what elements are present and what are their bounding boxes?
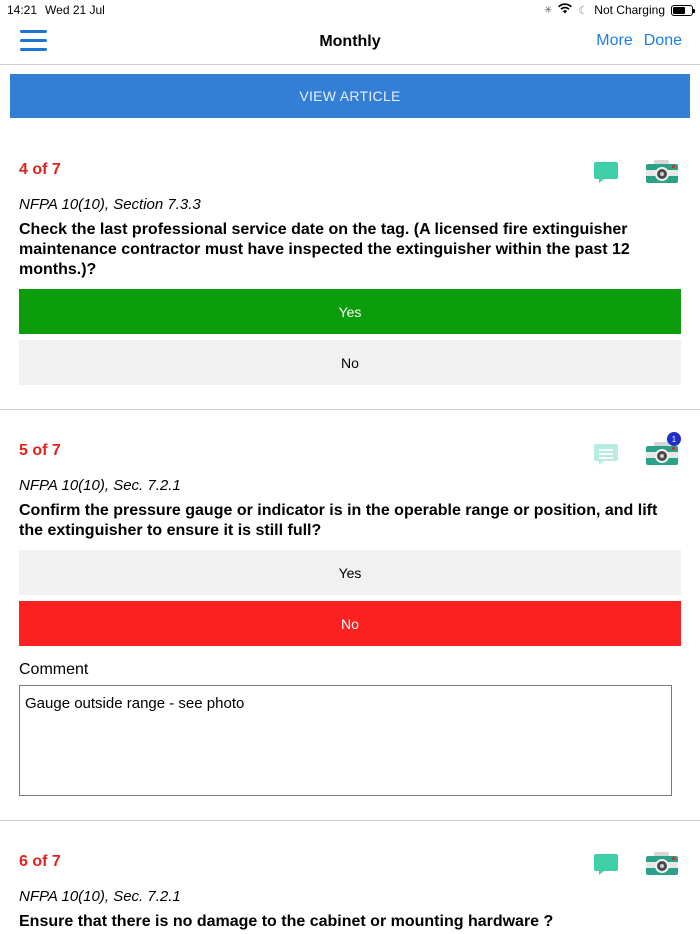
no-button[interactable]: No xyxy=(19,601,681,646)
status-time: 14:21 xyxy=(7,3,38,17)
wifi-icon xyxy=(558,3,572,17)
comment-icon[interactable] xyxy=(594,852,618,876)
page-title: Monthly xyxy=(319,33,381,50)
done-button[interactable]: Done xyxy=(643,32,682,49)
moon-icon: ☾ xyxy=(578,4,589,17)
question-count: 4 of 7 xyxy=(19,161,61,178)
divider xyxy=(0,409,700,410)
nav-actions xyxy=(596,32,682,50)
comment-icon[interactable] xyxy=(594,442,618,466)
more-button[interactable]: More xyxy=(596,32,633,49)
comment-icon[interactable] xyxy=(594,160,618,184)
question-text: Check the last professional service date on the tag. (A licensed fire extinguisher maintenance contractor must have inspected the extinguisher within the past 12 months.)? xyxy=(19,221,630,278)
question-count: 5 of 7 xyxy=(19,442,61,459)
photo-count-badge: 1 xyxy=(667,432,681,446)
comment-label: Comment xyxy=(19,661,89,678)
camera-icon[interactable] xyxy=(646,852,678,876)
status-bar xyxy=(0,0,700,20)
view-article-button[interactable]: VIEW ARTICLE xyxy=(10,74,690,118)
divider xyxy=(0,820,700,821)
activity-icon: ✳ xyxy=(544,4,553,16)
question-actions xyxy=(594,434,678,466)
battery-icon xyxy=(671,5,693,16)
camera-icon[interactable] xyxy=(646,434,678,466)
comment-field[interactable] xyxy=(19,685,672,796)
question-text: Ensure that there is no damage to the cabinet or mounting hardware ? xyxy=(19,913,554,930)
question-reference: NFPA 10(10), Sec. 7.2.1 xyxy=(19,477,181,494)
status-date: Wed 21 Jul xyxy=(45,3,105,17)
camera-icon[interactable] xyxy=(646,160,678,184)
question-actions xyxy=(594,160,678,184)
question-text: Confirm the pressure gauge or indicator is in the operable range or position, and lift the extinguisher to ensure it is still full? xyxy=(19,502,658,539)
question-reference: NFPA 10(10), Section 7.3.3 xyxy=(19,196,201,213)
yes-button[interactable]: Yes xyxy=(19,289,681,334)
question-count: 6 of 7 xyxy=(19,853,61,870)
question-reference: NFPA 10(10), Sec. 7.2.1 xyxy=(19,888,181,905)
no-button[interactable]: No xyxy=(19,340,681,385)
charging-status: Not Charging xyxy=(594,3,665,17)
nav-bar xyxy=(0,20,700,65)
yes-button[interactable]: Yes xyxy=(19,550,681,595)
status-right xyxy=(544,3,693,17)
question-actions xyxy=(594,852,678,876)
